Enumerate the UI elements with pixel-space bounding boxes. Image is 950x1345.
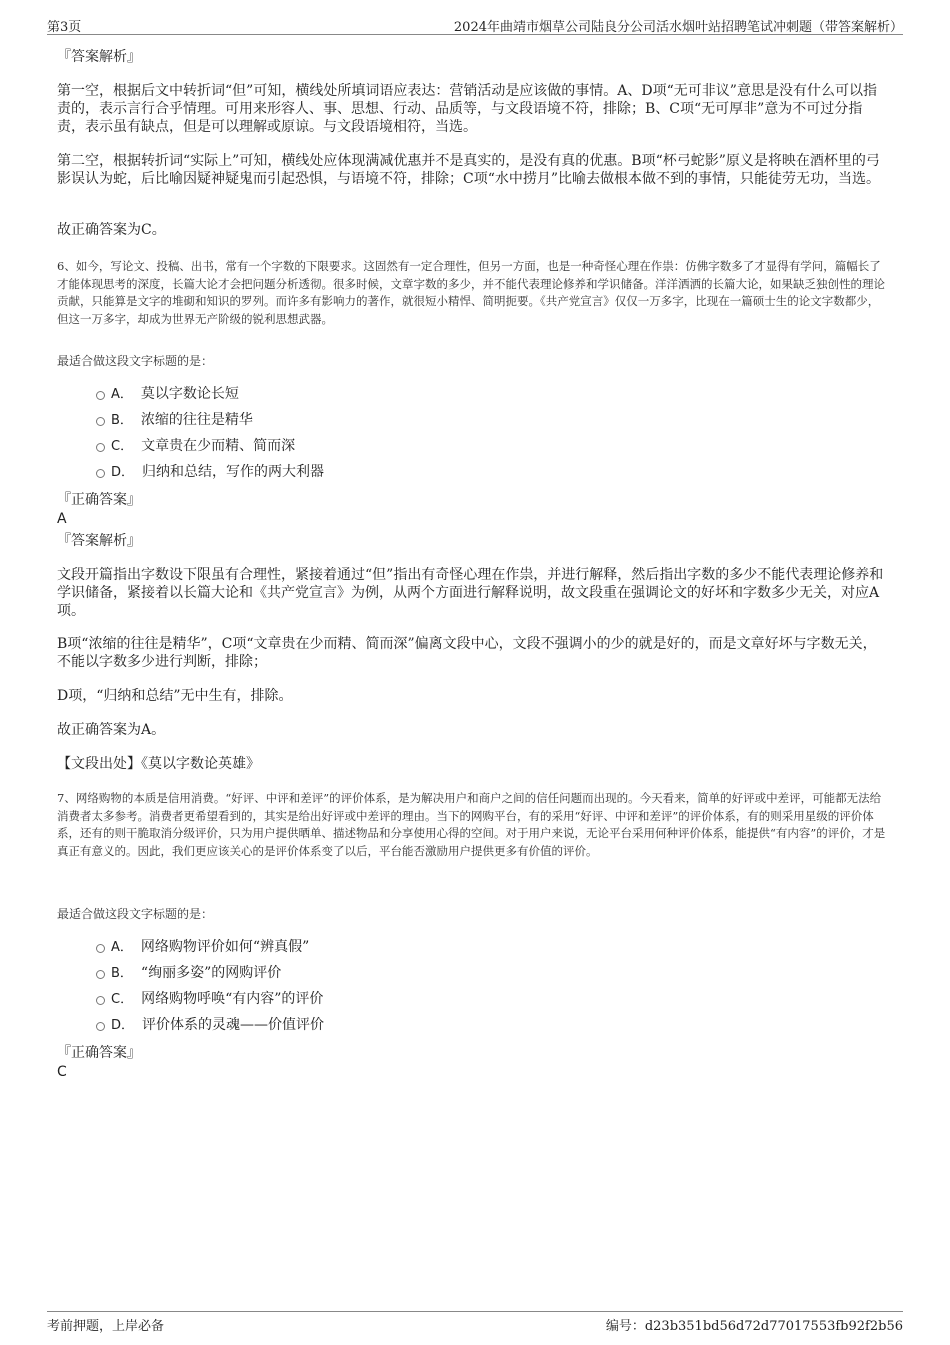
q6-analysis-p1: 文段开篇指出字数设下限虽有合理性，紧接着通过“但”指出有奇怪心理在作祟，并进行解释，然后指出字数的多少不能代表理论修养和学识储备，紧接着以长篇大论和《共产党宣言》为例，从两个方面进行解释说明，故文段重在强调论文的好坏和字数多少无关，对应A项。 [57, 567, 884, 619]
q5-analysis-p2: 第二空，根据转折词“实际上”可知，横线处应体现满减优惠并不是真实的，是没有真的优惠。B项“杯弓蛇影”原义是将映在酒杯里的弓影误认为蛇，后比喻因疑神疑鬼而引起恐惧，与语境不符，排除；C项“水中捞月”比喻去做根本做不到的事情，只能徒劳无功，当选。 [57, 153, 881, 187]
q7-answer: C [57, 1064, 67, 1080]
q6-analysis-p2: B项“浓缩的往往是精华”，C项“文章贵在少而精、简而深”偏离文段中心，文段不强调小的少的就是好的，而是文章好坏与字数无关，不能以字数多少进行判断，排除； [57, 636, 877, 670]
radio-icon[interactable] [96, 970, 105, 979]
footer-serial: 编号：d23b351bd56d72d77017553fb92f2b56 [605, 1319, 903, 1334]
page-number: 第3页 [47, 20, 82, 35]
radio-icon[interactable] [96, 417, 105, 426]
q6-conclusion: 故正确答案为A。 [57, 722, 166, 738]
q7-option-a[interactable]: A． 网络购物评价如何“辨真假” [96, 937, 309, 957]
radio-icon[interactable] [96, 469, 105, 478]
radio-icon[interactable] [96, 996, 105, 1005]
q7-option-d[interactable]: D． 评价体系的灵魂——价值评价 [96, 1015, 324, 1035]
q6-answer: A [57, 511, 67, 527]
q6-option-d[interactable]: D． 归纳和总结，写作的两大利器 [96, 462, 324, 482]
q6-analysis-p3: D项，“归纳和总结”无中生有，排除。 [57, 688, 293, 704]
q6-prompt: 最适合做这段文字标题的是： [57, 354, 214, 368]
q7-prompt: 最适合做这段文字标题的是： [57, 907, 214, 921]
q6-option-a[interactable]: A． 莫以字数论长短 [96, 384, 239, 404]
radio-icon[interactable] [96, 1022, 105, 1031]
q6-option-c[interactable]: C． 文章贵在少而精、简而深 [96, 436, 295, 456]
q6-correct-label: 『正确答案』 [57, 492, 141, 508]
q6-analysis-label: 『答案解析』 [57, 533, 141, 549]
q5-analysis-label: 『答案解析』 [57, 49, 141, 65]
radio-icon[interactable] [96, 443, 105, 452]
q7-correct-label: 『正确答案』 [57, 1045, 141, 1061]
page-header [47, 14, 903, 35]
q7-stem: 7、网络购物的本质是信用消费。“好评、中评和差评”的评价体系，是为解决用户和商户之间的信任问题而出现的。今天看来，简单的好评或中差评，可能都无法给消费者太多参考。消费者更希望看到的，其实是给出好评或中差评的理由。当下的网购平台，有的采用“好评、中评和差评”的评价体系，有的则采用星级的评价体系，还有的则干脆取消分级评价，只为用户提供晒单、描述物品和分享使用心得的空间。对于用户来说，无论平台采用何种评价体系，能提供“有内容”的评价，才是真正有意义的。因此，我们更应该关心的是评价体系变了以后，平台能否激励用户提供更多有价值的评价。 [57, 791, 886, 858]
q6-source: 【文段出处】《莫以字数论英雄》 [57, 756, 260, 772]
q7-option-b[interactable]: B． “绚丽多姿”的网购评价 [96, 963, 281, 983]
q6-stem: 6、如今，写论文、投稿、出书，常有一个字数的下限要求。这固然有一定合理性，但另一方面，也是一种奇怪心理在作祟：仿佛字数多了才显得有学问，篇幅长了才能体现思考的深度，长篇大论才会把问题分析透彻。很多时候，文章字数的多少，并不能代表理论修养和学识储备。洋洋洒洒的长篇大论，如果缺乏独创性的理论贡献，只能算是文字的堆砌和知识的罗列。而许多有影响力的著作，就很短小精悍、简明扼要。《共产党宣言》仅仅一万多字，比现在一篇硕士生的论文字数都少，但这一万多字，却成为世界无产阶级的锐利思想武器。 [57, 259, 885, 326]
document-title: 2024年曲靖市烟草公司陆良分公司活水烟叶站招聘笔试冲刺题（带答案解析） [453, 20, 903, 35]
q7-option-c[interactable]: C． 网络购物呼唤“有内容”的评价 [96, 989, 323, 1009]
q5-conclusion: 故正确答案为C。 [57, 222, 166, 238]
footer-slogan: 考前押题，上岸必备 [47, 1319, 165, 1334]
page-footer [47, 1311, 903, 1334]
radio-icon[interactable] [96, 391, 105, 400]
q5-analysis-p1: 第一空，根据后文中转折词“但”可知，横线处所填词语应表达：营销活动是应该做的事情。A、D项“无可非议”意思是没有什么可以指责的，表示言行合乎情理。可用来形容人、事、思想、行动、品质等，与文段语境不符，排除；B、C项“无可厚非”意为不可过分指责，表示虽有缺点，但是可以理解或原谅。与文段语境相符，当选。 [57, 83, 877, 135]
q6-option-b[interactable]: B． 浓缩的往往是精华 [96, 410, 253, 430]
radio-icon[interactable] [96, 944, 105, 953]
